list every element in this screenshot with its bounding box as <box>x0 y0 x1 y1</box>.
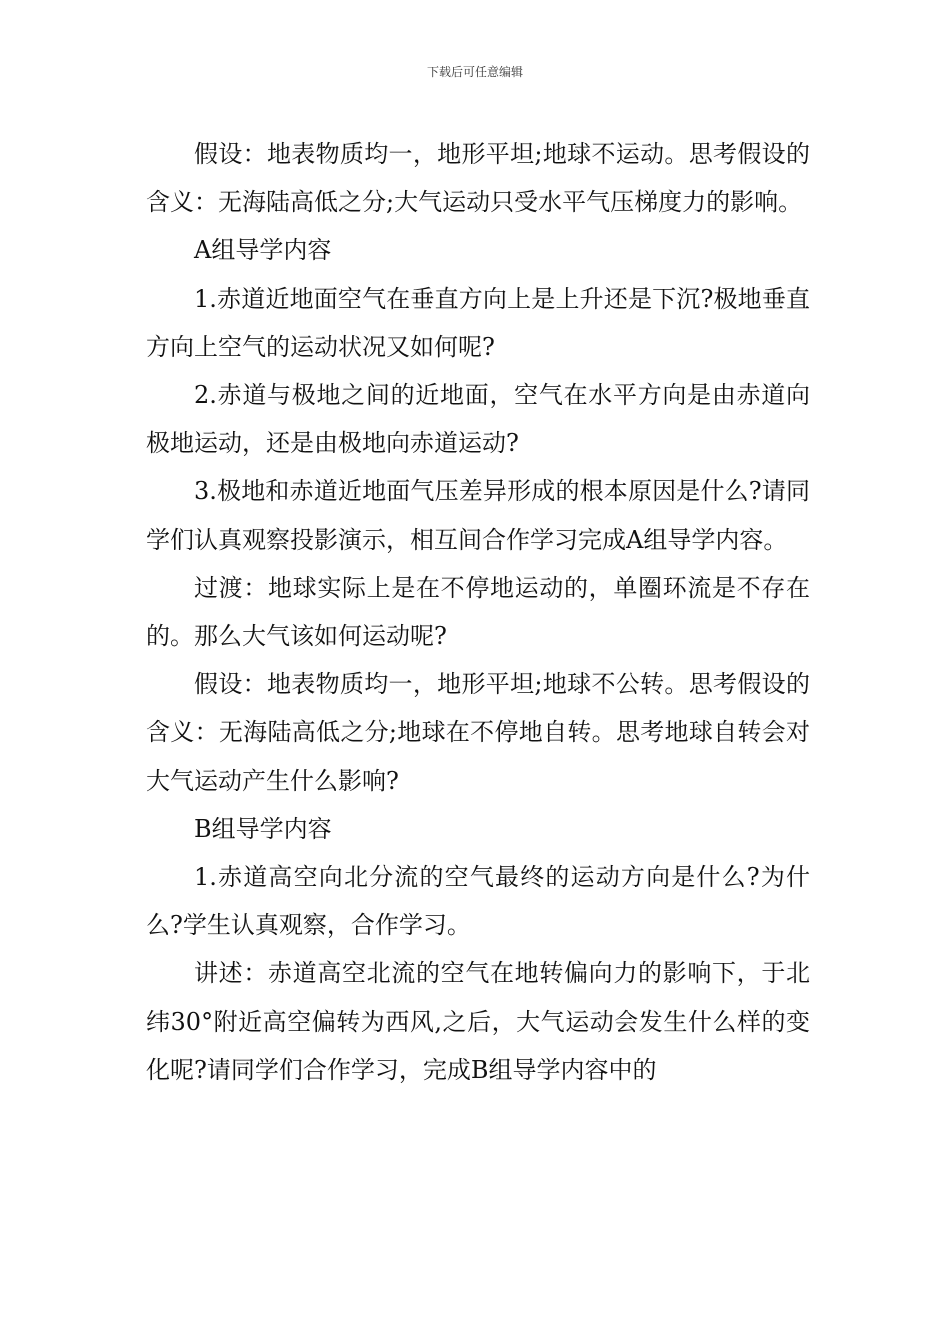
heading-group-a: A组导学内容 <box>194 236 332 265</box>
paragraph-assumption-1: 假设：地表物质均一，地形平坦;地球不运动。思考假设的含义：无海陆高低之分;大气运动只受水平气压梯度力的影响。 <box>146 140 810 217</box>
paragraph-question-a1: 1.赤道近地面空气在垂直方向上是上升还是下沉?极地垂直方向上空气的运动状况又如何呢? <box>146 284 810 361</box>
paragraph-transition: 过渡：地球实际上是在不停地运动的，单圈环流是不存在的。那么大气该如何运动呢? <box>146 573 810 651</box>
heading-group-b: B组导学内容 <box>194 814 332 843</box>
paragraph-assumption-2: 假设：地表物质均一，地形平坦;地球不公转。思考假设的含义：无海陆高低之分;地球在不停地自转。思考地球自转会对大气运动产生什么影响? <box>146 670 810 795</box>
page-header: 下载后可任意编辑 <box>426 65 523 79</box>
paragraph-question-a3: 3.极地和赤道近地面气压差异形成的根本原因是什么?请同学们认真观察投影演示，相互间合作学习完成A组导学内容。 <box>146 477 810 554</box>
paragraph-narration: 讲述：赤道高空北流的空气在地转偏向力的影响下，于北纬30°附近高空偏转为西风,之后，大气运动会发生什么样的变化呢?请同学们合作学习，完成B组导学内容中的 <box>146 959 810 1084</box>
paragraph-question-b1: 1.赤道高空向北分流的空气最终的运动方向是什么?为什么?学生认真观察，合作学习。 <box>146 863 810 940</box>
document-body <box>146 130 810 1094</box>
paragraph-question-a2: 2.赤道与极地之间的近地面，空气在水平方向是由赤道向极地运动，还是由极地向赤道运动? <box>146 381 810 458</box>
